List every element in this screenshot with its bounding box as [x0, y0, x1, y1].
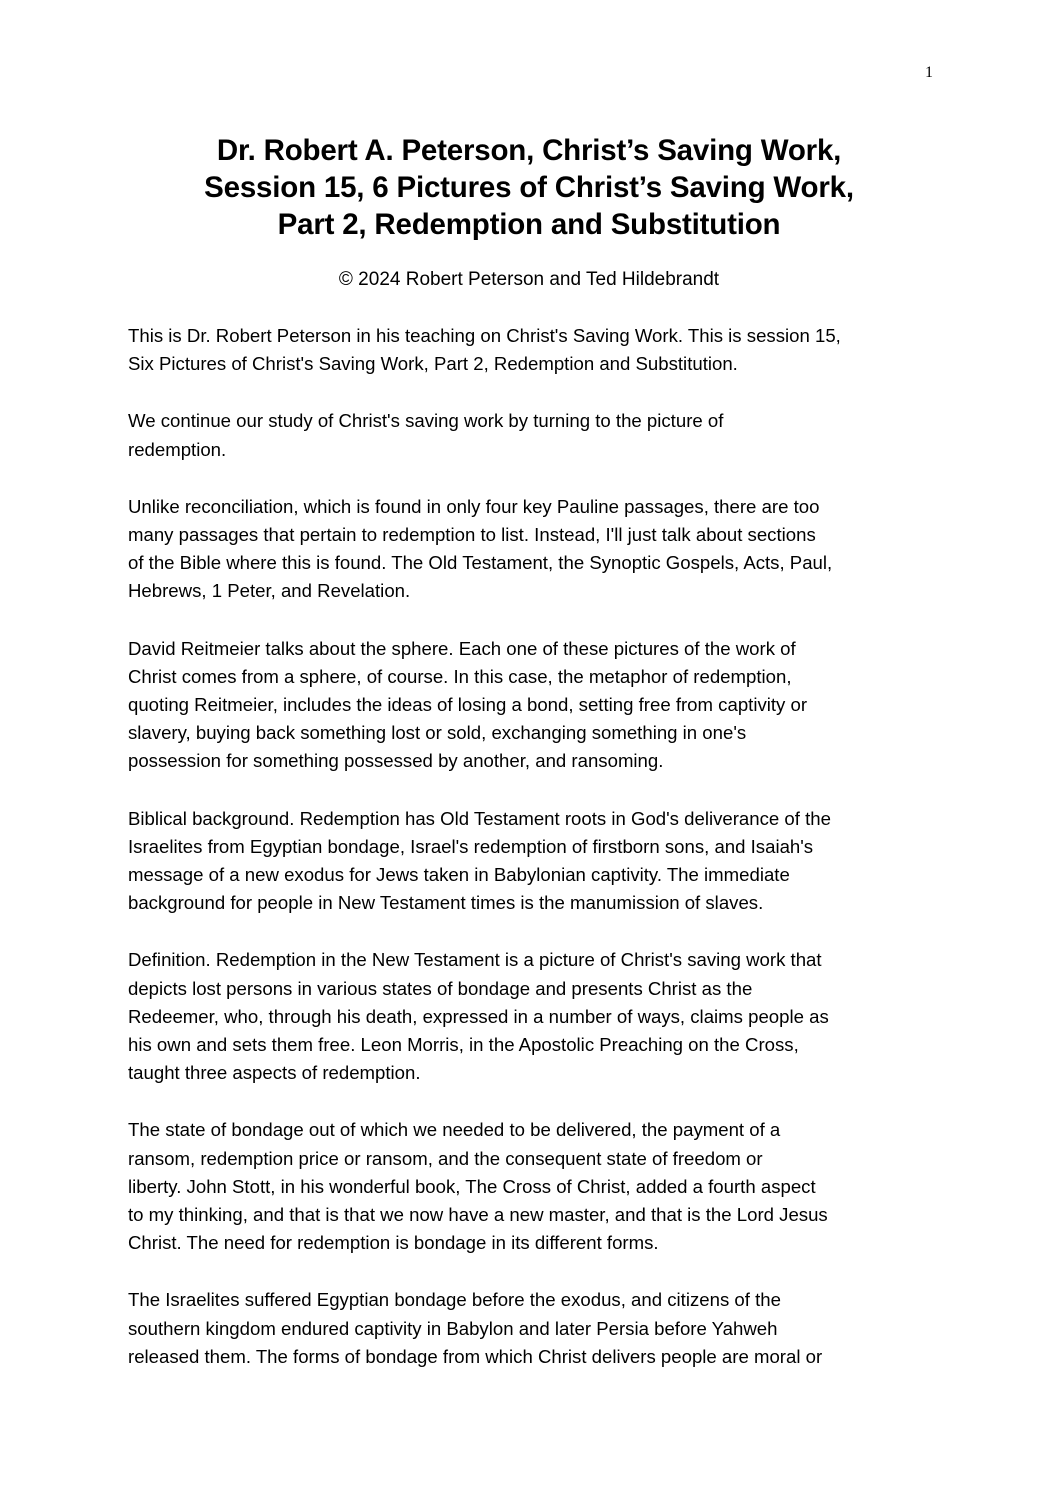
- text-line: Definition. Redemption in the New Testament is a picture of Christ's saving work that: [128, 949, 822, 971]
- paragraph: [128, 407, 948, 463]
- text-line: David Reitmeier talks about the sphere. Each one of these pictures of the work of: [128, 637, 796, 659]
- text-line: of the Bible where this is found. The Old Testament, the Synoptic Gospels, Acts, Paul,: [128, 552, 833, 574]
- page-number: 1: [925, 64, 933, 81]
- text-line: released them. The forms of bondage from which Christ delivers people are moral or: [128, 1345, 823, 1367]
- text-line: ransom, redemption price or ransom, and the consequent state of freedom or: [128, 1147, 763, 1169]
- title-line: Dr. Robert A. Peterson, Christ’s Saving Work,: [216, 134, 842, 167]
- text-line: This is Dr. Robert Peterson in his teaching on Christ's Saving Work. This is session 15,: [128, 325, 841, 346]
- body-text: [128, 322, 948, 1400]
- copyright-notice: © 2024 Robert Peterson and Ted Hildebrandt: [338, 269, 720, 290]
- text-line: possession for something possessed by another, and ransoming.: [128, 750, 664, 772]
- text-line: The state of bondage out of which we needed to be delivered, the payment of a: [128, 1119, 781, 1141]
- text-line: The Israelites suffered Egyptian bondage before the exodus, and citizens of the: [128, 1289, 781, 1311]
- text-line: We continue our study of Christ's saving work by turning to the picture of: [128, 410, 724, 432]
- text-line: taught three aspects of redemption.: [128, 1062, 421, 1084]
- text-line: Redeemer, who, through his death, expressed in a number of ways, claims people as: [128, 1005, 829, 1027]
- text-line: quoting Reitmeier, includes the ideas of losing a bond, setting free from captivity or: [128, 694, 808, 716]
- text-line: Christ comes from a sphere, of course. In this case, the metaphor of redemption,: [128, 665, 792, 687]
- text-line: Biblical background. Redemption has Old Testament roots in God's deliverance of the: [128, 807, 831, 829]
- paragraph: [128, 635, 948, 776]
- paragraph: [128, 322, 948, 378]
- text-line: message of a new exodus for Jews taken in Babylonian captivity. The immediate: [128, 864, 790, 886]
- text-line: many passages that pertain to redemption to list. Instead, I'll just talk about sections: [128, 524, 816, 546]
- document-title: [100, 132, 958, 243]
- text-line: background for people in New Testament times is the manumission of slaves.: [128, 892, 764, 914]
- text-line: his own and sets them free. Leon Morris, in the Apostolic Preaching on the Cross,: [128, 1034, 799, 1056]
- paragraph: [128, 805, 948, 918]
- paragraph: [128, 1116, 948, 1257]
- text-line: Christ. The need for redemption is bondage in its different forms.: [128, 1232, 659, 1254]
- text-line: to my thinking, and that is that we now have a new master, and that is the Lord Jesus: [128, 1204, 828, 1226]
- text-line: depicts lost persons in various states of bondage and presents Christ as the: [128, 977, 753, 999]
- title-line: Part 2, Redemption and Substitution: [277, 208, 781, 241]
- text-line: slavery, buying back something lost or sold, exchanging something in one's: [128, 722, 747, 744]
- paragraph: [128, 493, 948, 606]
- paragraph: [128, 1286, 948, 1371]
- text-line: redemption.: [128, 438, 227, 460]
- text-line: Six Pictures of Christ's Saving Work, Part 2, Redemption and Substitution.: [128, 353, 738, 375]
- text-line: Unlike reconciliation, which is found in only four key Pauline passages, there are too: [128, 495, 820, 517]
- text-line: southern kingdom endured captivity in Babylon and later Persia before Yahweh: [128, 1317, 778, 1339]
- text-line: liberty. John Stott, in his wonderful book, The Cross of Christ, added a fourth aspect: [128, 1175, 816, 1197]
- text-line: Israelites from Egyptian bondage, Israel's redemption of firstborn sons, and Isaiah's: [128, 835, 814, 857]
- text-line: Hebrews, 1 Peter, and Revelation.: [128, 580, 411, 602]
- title-line: Session 15, 6 Pictures of Christ’s Saving Work,: [204, 171, 854, 204]
- paragraph: [128, 946, 948, 1087]
